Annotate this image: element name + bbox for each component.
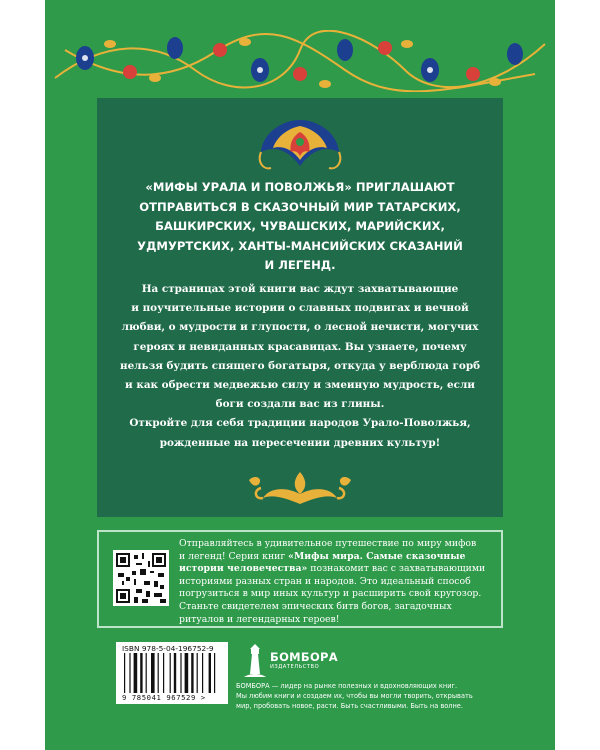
body-line: боги создали вас из глины. <box>215 398 385 411</box>
series-description <box>179 538 495 626</box>
barcode-bar <box>197 653 198 693</box>
lighthouse-logo-icon <box>242 644 268 678</box>
barcode-bar <box>214 653 215 693</box>
description-text <box>113 280 487 453</box>
series-info-box <box>97 530 503 628</box>
isbn-label: ISBN 978-5-04-196752-9 <box>122 644 214 653</box>
publisher-name: БОМБОРА <box>270 650 338 664</box>
description-panel <box>97 98 503 517</box>
body-line: Откройте для себя традиции народов Урало-Поволжья, <box>129 417 471 430</box>
barcode-icon <box>122 653 222 693</box>
qr-code-icon[interactable] <box>113 550 169 606</box>
lead-text <box>113 178 487 276</box>
floral-medallion-icon <box>253 112 347 174</box>
barcode-bar <box>209 653 211 693</box>
barcode-bar <box>158 653 159 693</box>
barcode-bar <box>124 653 125 693</box>
lead-line: ОТПРАВИТЬСЯ В СКАЗОЧНЫЙ МИР ТАТАРСКИХ, <box>139 199 461 214</box>
series-line: ритуалов и легендарных героев! <box>179 613 340 625</box>
tagline-line: мир, пробовать новое, расти. Быть счастливыми. Быть на волне. <box>236 702 463 710</box>
barcode-bar <box>185 653 189 693</box>
isbn-barcode <box>116 642 228 704</box>
barcode-bar <box>170 653 171 693</box>
barcode-bar <box>191 653 193 693</box>
lead-line: БАШКИРСКИХ, ЧУВАШСКИХ, МАРИЙСКИХ, <box>155 219 445 233</box>
barcode-bar <box>202 653 203 693</box>
barcode-bar <box>163 653 164 693</box>
barcode-bar <box>146 653 147 693</box>
series-line: Станьте свидетелем эпических битв богов, загадочных <box>179 600 452 612</box>
lead-line: УДМУРТСКИХ, ХАНТЫ-МАНСИЙСКИХ СКАЗАНИЙ <box>137 238 463 253</box>
body-line: нельзя будить спящего богатыря, откуда у верблюда горб <box>119 359 481 372</box>
barcode-bar <box>151 653 155 693</box>
body-line: рожденные на пересечении древних культур! <box>159 436 441 449</box>
series-line: историями разных стран и народов. Это идеальный способ <box>179 575 471 587</box>
body-line: На страницах этой книги вас ждут захватывающие <box>141 283 459 295</box>
barcode-bar <box>129 653 130 693</box>
series-line: погрузиться в мир иных культур и расширить свой кругозор. <box>179 588 482 600</box>
floral-border-ornament <box>45 30 555 92</box>
ornament-divider-icon <box>245 466 355 510</box>
body-line: и поучительные истории о славных подвигах и вечной <box>131 302 469 315</box>
tagline-line: БОМБОРА — лидер на рынке полезных и вдохновляющих книг. <box>236 682 458 690</box>
body-line: героях и невиданных красавицах. Вы узнаете, почему <box>133 340 467 353</box>
lead-line: И ЛЕГЕНД. <box>264 258 336 272</box>
publisher-tagline <box>236 681 536 711</box>
body-line: и как обрести медвежью силу и змеиную мудрость, если <box>125 379 475 392</box>
lead-line: «МИФЫ УРАЛА И ПОВОЛЖЬЯ» ПРИГЛАШАЮТ <box>145 180 455 194</box>
publisher-subtitle: ИЗДАТЕЛЬСТВО <box>270 664 320 670</box>
series-line: истории человечества» познакомит вас с захватывающими <box>179 563 486 575</box>
barcode-bar <box>140 653 142 693</box>
barcode-bar <box>180 653 181 693</box>
tagline-line: Мы любим книги и создаем их, чтобы вы могли творить, открывать <box>236 692 473 700</box>
isbn-digits: 9 785041 967529 > <box>122 693 206 702</box>
body-line: любви, о мудрости и глупости, о лесной нечисти, могучих <box>121 321 479 334</box>
barcode-bar <box>174 653 176 693</box>
barcode-bar <box>134 653 138 693</box>
series-line: и легенд! Серия книг «Мифы мира. Самые сказочные <box>179 550 466 562</box>
series-line: Отправляйтесь в удивительное путешествие по миру мифов <box>179 538 477 549</box>
